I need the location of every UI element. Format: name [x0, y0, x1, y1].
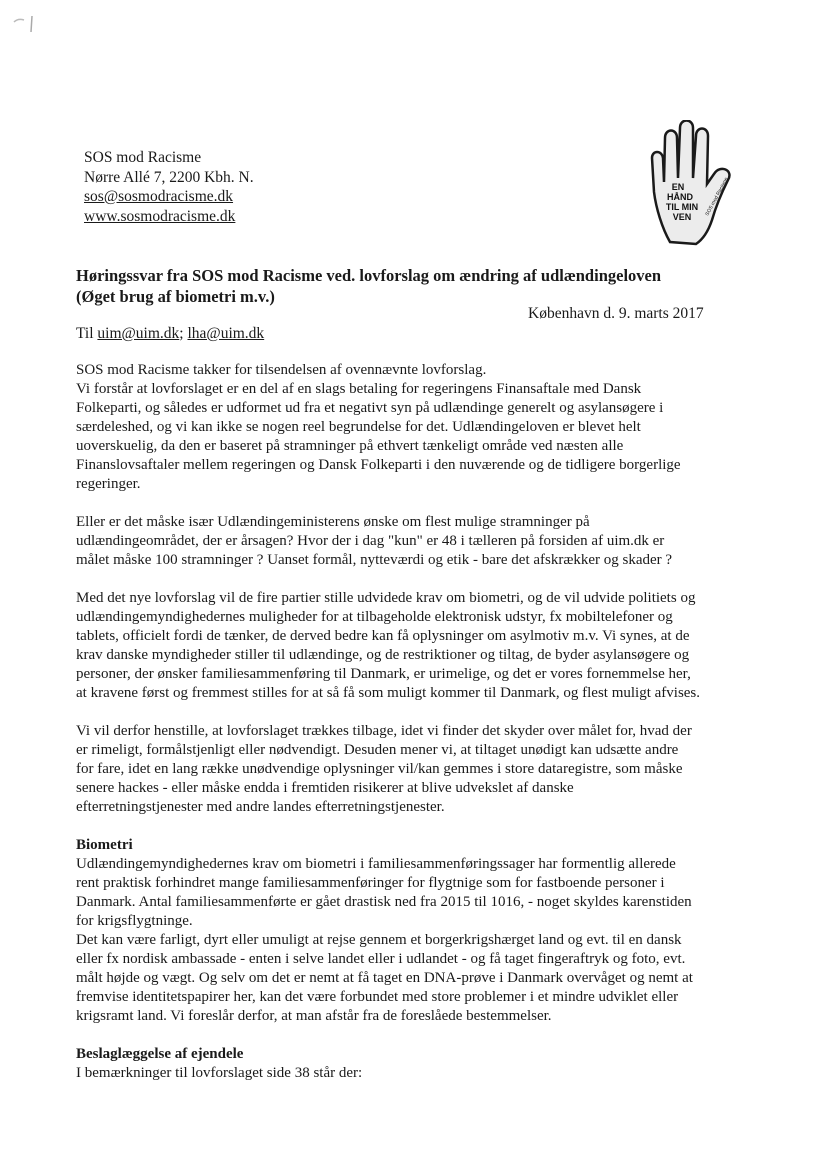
text-line: tablets, officielt fordi de tænker, de derved bedre kan få oplysninger om asylmotiv m.v. Vi synes, at de: [76, 628, 690, 644]
text-line: SOS mod Racisme takker for tilsendelsen af ovennævnte lovforslag.: [76, 362, 487, 378]
text-line: eller fx nordisk ambassade - enten i selve landet eller i udlandet - og få taget fingeraftryk og foto, evt.: [76, 951, 686, 967]
text-line: uoverskuelig, da den er baseret på stramninger på ethvert tænkeligt område ved næsten alle: [76, 438, 624, 454]
text-line: for krigsflygtninge.: [76, 913, 193, 929]
scan-artifact-mark: [10, 8, 38, 38]
biometri-section: [76, 836, 756, 1026]
text-line: fremvise identitetspapirer her, kan det være forbundet med store problemer i et mindre udviklet eller: [76, 989, 679, 1005]
logo-text-line-1: EN: [671, 182, 685, 192]
text-line: udlændingemyndighedernes muligheder for at tilbageholde elektronisk udstyr, fx mobiltelefoner og: [76, 609, 673, 625]
recipient-email-2[interactable]: lha@uim.dk: [187, 325, 265, 342]
text-line: personer, der ønsker familiesammenføring til Danmark, er urimelige, og det er vores fornemmelse her,: [76, 666, 691, 682]
text-line: efterretningstjenester med andre landes efterretningstjenester.: [76, 799, 445, 815]
sender-website-link[interactable]: www.sosmodracisme.dk: [84, 207, 236, 225]
logo-text-line-2: HÅND: [667, 192, 693, 202]
text-line: Vi forstår at lovforslaget er en del af en slags betaling for regeringens Finansaftale med Dansk: [76, 381, 642, 397]
text-line: Udlændingemyndighedernes krav om biometri i familiesammenføringssager har formentlig allerede: [76, 856, 676, 872]
text-line: rent praktisk forhindret mange familiesammenføringer for flygtnige som for fastboende personer i: [76, 875, 665, 891]
paragraph: [76, 513, 756, 570]
document-title: [76, 265, 776, 307]
section-heading-biometri: Biometri: [76, 837, 133, 853]
sender-name: SOS mod Racisme: [84, 149, 202, 166]
logo-side-text: SOS mod Racisme: [704, 176, 730, 217]
text-line: Eller er det måske især Udlændingeministerens ønske om flest mulige stramninger på: [76, 514, 590, 530]
letter-date: København d. 9. marts 2017: [528, 305, 704, 322]
title-line-1: Høringssvar fra SOS mod Racisme ved. lovforslag om ændring af udlændingeloven: [76, 266, 662, 285]
text-line: krav danske myndigheder stiller til udlændinge, og de restriktioner og tiltag, de byder asylansøgere og: [76, 647, 690, 663]
sender-email-link[interactable]: sos@sosmodracisme.dk: [84, 188, 234, 205]
recipient-separator: ;: [179, 325, 188, 342]
text-line: Folkeparti, og således er udformet ud fra et negativt syn på udlændinge generelt og asylansøgere i: [76, 400, 664, 416]
letter-body: [76, 361, 756, 1083]
text-line: krigsramt land. Vi foreslår derfor, at man afstår fra de foreslåede bestemmelser.: [76, 1008, 552, 1024]
beslaglaeggelse-section: [76, 1045, 756, 1083]
text-line: særdeleshed, og vi kan ikke se nogen reel begrundelse for det. Udlændingeloven er blevet helt: [76, 419, 641, 435]
section-heading-beslaglaeggelse: Beslaglæggelse af ejendele: [76, 1046, 244, 1062]
hand-logo: [642, 120, 738, 250]
logo-text-line-4: VEN: [672, 212, 692, 222]
sender-block: [84, 148, 254, 226]
text-line: målt højde og vægt. Og selv om det er nemt at få taget en DNA-prøve i Danmark overvåget og nemt at: [76, 970, 693, 986]
text-line: målet måske 100 stramninger ? Uanset formål, nytteværdi og etik - bare det afskrækker og skader ?: [76, 552, 673, 568]
text-line: er rimeligt, formålstjenligt eller nødvendigt. Desuden mener vi, at tiltaget unødigt kan udsætte andre: [76, 742, 679, 758]
text-line: for fare, idet en lang række unødvendige oplysninger vil/kan gemmes i store dataregistre, som måske: [76, 761, 683, 777]
paragraph: [76, 361, 756, 494]
text-line: udlændingeområdet, der er årsagen? Hvor der i dag "kun" er 48 i tælleren på forsiden af uim.dk er: [76, 533, 665, 549]
text-line: Med det nye lovforslag vil de fire partier stille udvidede krav om biometri, og de vil udvide politiets og: [76, 590, 696, 606]
logo-text-line-3: TIL MIN: [665, 202, 699, 212]
text-line: senere hackes - eller måske endda i fremtiden risikerer at blive udvekslet af danske: [76, 780, 574, 796]
sender-address: Nørre Allé 7, 2200 Kbh. N.: [84, 168, 254, 186]
text-line: I bemærkninger til lovforslaget side 38 står der:: [76, 1065, 363, 1081]
paragraph: [76, 589, 756, 703]
text-line: Danmark. Antal familiesammenførte er gået drastisk ned fra 2015 til 1016, - noget skyldes karenstiden: [76, 894, 692, 910]
recipient-line: [76, 325, 264, 343]
text-line: Det kan være farligt, dyrt eller umuligt at rejse gennem et borgerkrigshærget land og evt. til en dansk: [76, 932, 682, 948]
recipient-email-1[interactable]: uim@uim.dk: [97, 325, 180, 342]
text-line: regeringer.: [76, 476, 141, 492]
text-line: Finanslovsaftaler mellem regeringen og Dansk Folkeparti i den nuværende og de tidligere borgerlige: [76, 457, 681, 473]
recipient-prefix: Til: [76, 325, 98, 342]
text-line: at kravene først og fremmest stilles for at så få som muligt kommer til Danmark, og flest muligt afvises.: [76, 685, 701, 701]
paragraph: [76, 722, 756, 817]
text-line: Vi vil derfor henstille, at lovforslaget trækkes tilbage, idet vi finder det skyder over målet for, hvad der: [76, 723, 692, 739]
title-line-2: (Øget brug af biometri m.v.): [76, 287, 275, 306]
